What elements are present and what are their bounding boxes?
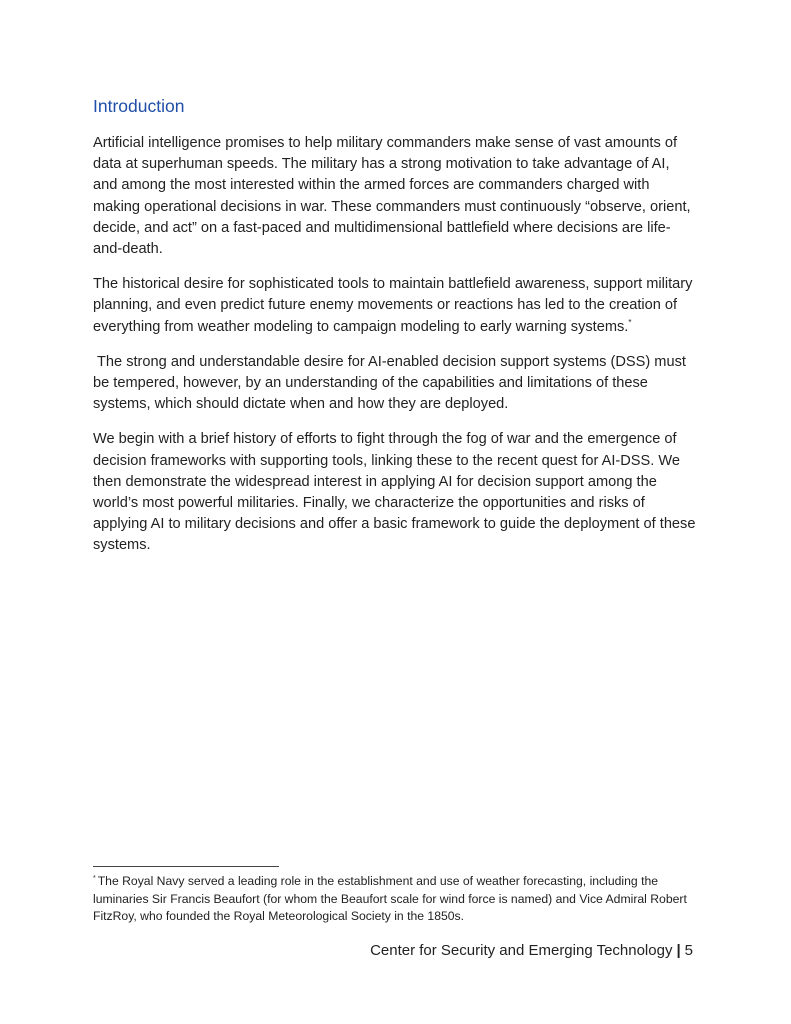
paragraph-4: We begin with a brief history of efforts to fight through the fog of war and the emergence of decision frameworks with supporting tools, linking these to the recent quest for AI-DSS. We then demonstrate the widespread interest in applying AI for decision support among the world’s most powerful militaries. Finally, we characterize the opportunities and risks of applying AI to military decisions and offer a basic framework to guide the deployment of these systems. <box>93 431 696 554</box>
paragraph-2 <box>93 274 697 338</box>
footnote-text: The Royal Navy served a leading role in the establishment and use of weather forecasting, including the luminaries Sir Francis Beaufort (for whom the Beaufort scale for wind force is named) and Vice Admiral Robert FitzRoy, who founded the Royal Meteorological Society in the 1850s. <box>93 874 687 923</box>
paragraph-3: The strong and understandable desire for AI-enabled decision support systems (DSS) must be tempered, however, by an understanding of the capabilities and limitations of these systems, which should dictate when and how they are deployed. <box>93 353 686 413</box>
section-heading: Introduction <box>93 96 185 116</box>
body-text <box>93 133 697 571</box>
footnote-divider <box>93 866 279 867</box>
paragraph-2-text: The historical desire for sophisticated tools to maintain battlefield awareness, support military planning, and even predict future enemy movements or reactions has led to the creation of everything from weather modeling to campaign modeling to early warning systems. <box>93 276 693 335</box>
page-footer <box>370 941 693 961</box>
footnote <box>93 873 697 926</box>
footnote-marker: * <box>93 874 96 882</box>
page-number: 5 <box>684 942 693 959</box>
footer-organization: Center for Security and Emerging Technology <box>370 942 673 959</box>
footer-separator: | <box>676 942 681 959</box>
footnote-reference[interactable]: * <box>628 317 632 327</box>
paragraph-1: Artificial intelligence promises to help military commanders make sense of vast amounts of data at superhuman speeds. The military has a strong motivation to take advantage of AI, and among the most interested within the armed forces are commanders charged with making operational decisions in war. These commanders must continuously “observe, orient, decide, and act” on a fast-paced and multidimensional battlefield where decisions are life-and-death. <box>93 135 691 258</box>
